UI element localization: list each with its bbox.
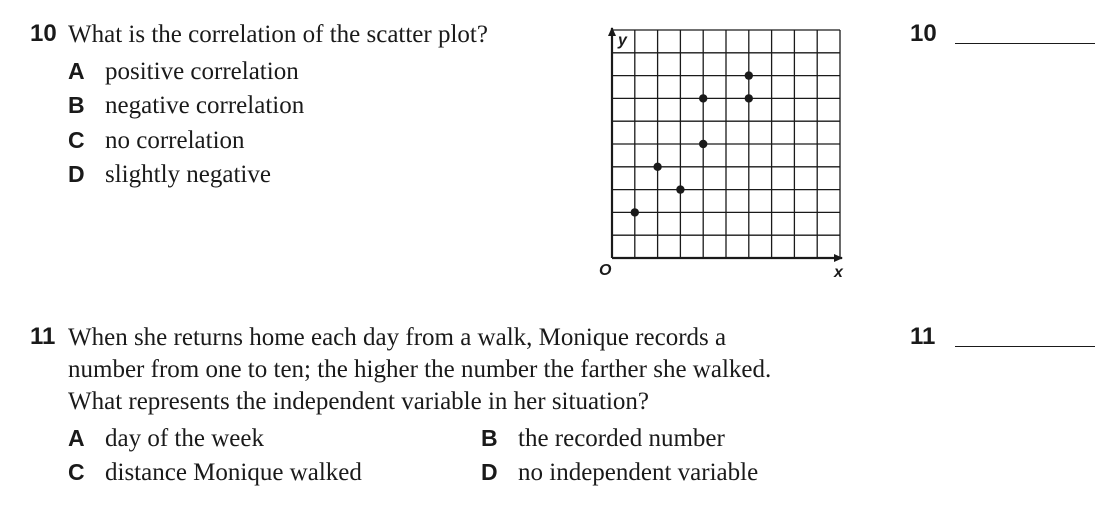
plot-labels [599, 32, 844, 281]
option-text: day of the week [105, 425, 264, 452]
q11-stem-line-3: What represents the independent variable in her situation? [68, 388, 650, 415]
y-axis-label: y [618, 32, 627, 49]
data-point [745, 94, 753, 102]
option-letter: B [68, 92, 85, 118]
data-point [745, 71, 753, 79]
plot-grid [612, 30, 840, 258]
q11-stem-line-2: number from one to ten; the higher the number the farther she walked. [68, 356, 772, 383]
option-text: the recorded number [518, 425, 725, 452]
y-axis-arrow [608, 27, 616, 36]
q11-option-a[interactable] [68, 421, 264, 455]
option-letter: C [68, 127, 85, 153]
q10-option-b[interactable] [68, 88, 304, 122]
q11-stem-line-1: When she returns home each day from a walk, Monique records a [68, 324, 727, 351]
q11-option-b[interactable] [481, 421, 725, 455]
option-text: distance Monique walked [105, 459, 362, 486]
data-point [631, 208, 639, 216]
q10-option-d[interactable] [68, 157, 271, 191]
option-letter: D [481, 459, 498, 485]
option-letter: A [68, 425, 85, 451]
q10-number: 10 [30, 20, 57, 47]
scatter-plot [590, 22, 845, 284]
q11-option-c[interactable] [68, 455, 362, 489]
origin-label: O [599, 262, 612, 279]
option-text: slightly negative [105, 161, 271, 188]
option-text: positive correlation [105, 58, 299, 85]
option-letter: B [481, 425, 498, 451]
q11-option-d[interactable] [481, 455, 758, 489]
q11-answer-blank[interactable] [955, 346, 1095, 347]
option-letter: A [68, 58, 85, 84]
q10-answer-blank[interactable] [955, 43, 1095, 44]
q10-option-c[interactable] [68, 123, 245, 157]
option-text: negative correlation [105, 92, 305, 119]
q11-answer-label: 11 [910, 323, 936, 350]
q11-number: 11 [30, 323, 56, 350]
option-text: no correlation [105, 127, 245, 154]
option-text: no independent variable [518, 459, 759, 486]
x-axis-label: x [834, 264, 843, 281]
option-letter: C [68, 459, 85, 485]
x-axis-arrow [834, 254, 843, 262]
q10-stem: What is the correlation of the scatter plot? [68, 21, 488, 48]
option-letter: D [68, 161, 85, 187]
q10-option-a[interactable] [68, 54, 299, 88]
data-point [676, 185, 684, 193]
data-point [653, 163, 661, 171]
data-point [699, 94, 707, 102]
data-point [699, 140, 707, 148]
q10-answer-label: 10 [910, 20, 937, 47]
